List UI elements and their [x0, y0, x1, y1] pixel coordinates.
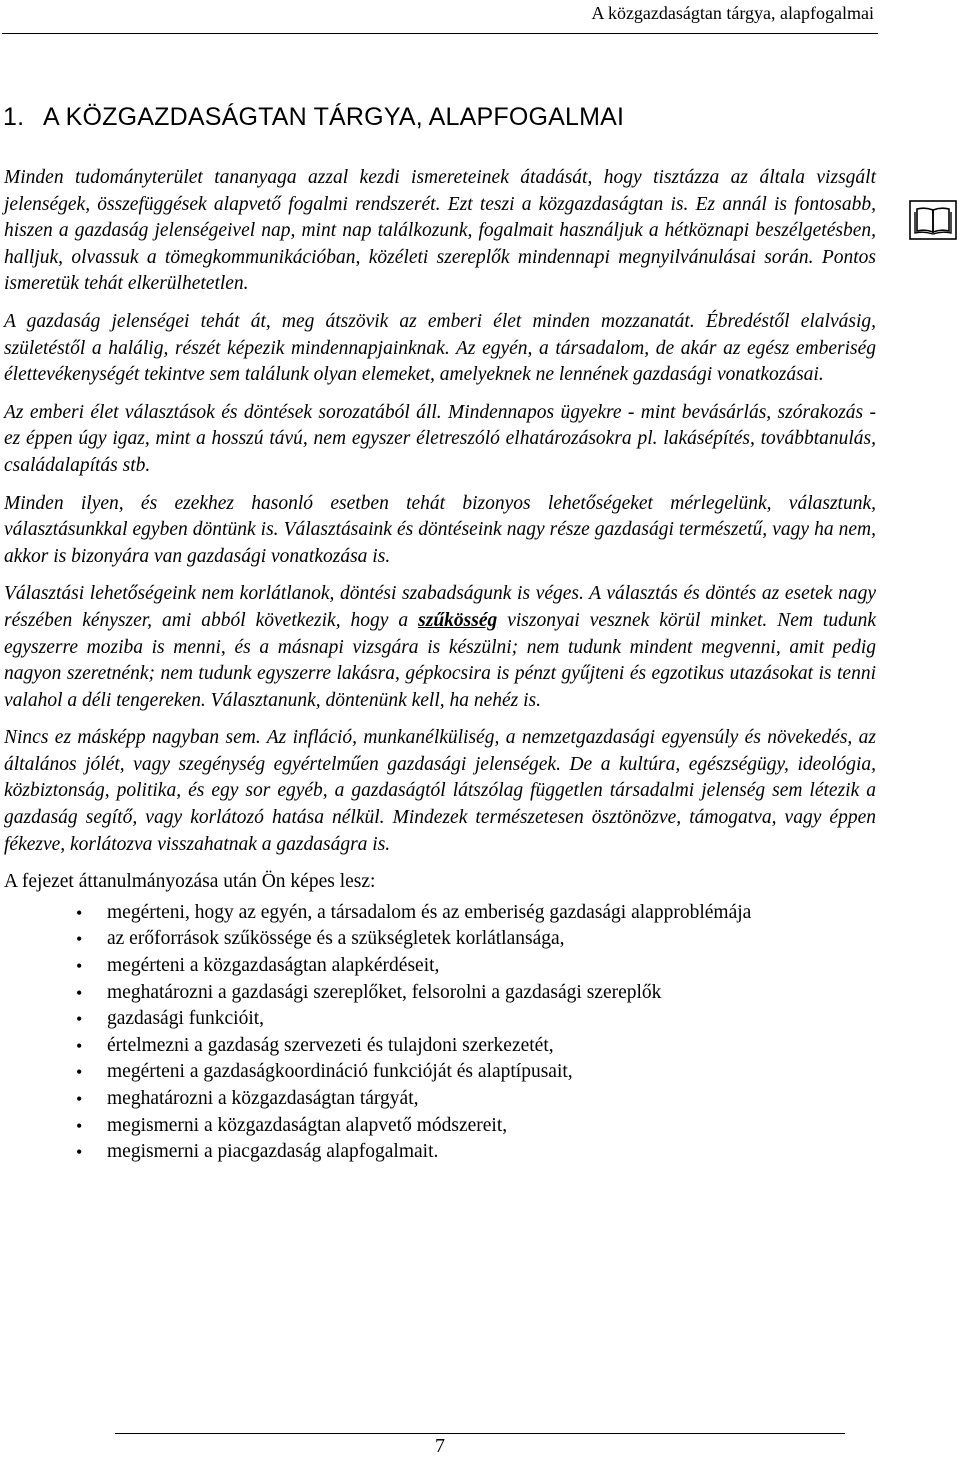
list-item-text: megismerni a piacgazdaság alapfogalmait.: [107, 1141, 439, 1163]
list-item: [4, 1033, 876, 1060]
bullet-icon: •: [76, 1062, 83, 1083]
objectives-intro: A fejezet áttanulmányozása után Ön képes lesz:: [4, 871, 376, 893]
objectives-list: [4, 900, 876, 1166]
list-item-text: meghatározni a közgazdaságtan tárgyát,: [107, 1088, 419, 1109]
list-item: [4, 926, 876, 953]
chapter-title: A KÖZGAZDASÁGTAN TÁRGYA, ALAPFOGALMAI: [43, 103, 625, 131]
paragraph: Nincs ez másképp nagyban sem. Az infláció, munkanélküliség, a nemzetgazdasági egyensúly és növekedés, az általános jólét, vagy szegénység egyértelműen gazdasági jelenségek. De a kultúra, egészségügy, ideológia, közbiztonság, politika, és egy sor egyéb, a gazdaságtól látszólag független társadalmi jelenség sem létezik a gazdaság segítő, vagy korlátozó hatása nélkül. Mindezek természetesen ösztönözve, támogatva, vagy éppen fékezve, korlátozva visszahatnak a gazdaságra is.: [4, 727, 876, 855]
scarcity-paragraph: [4, 581, 876, 714]
running-header: A közgazdaságtan tárgya, alapfogalmai: [591, 3, 874, 23]
chapter-body: [4, 165, 876, 1166]
chapter-heading: [3, 100, 624, 134]
paragraph: A gazdaság jelenségei tehát át, meg átszövik az emberi élet minden mozzanatát. Ébredéstől elalvásig, születéstől a halálig, részét képezik mindennapjainknak. Az egyén, a társadalom, de akár az egész emberiség élettevékenységét tekintve sem találunk olyan elemeket, amelyeknek ne lennének gazdasági vonatkozásai.: [4, 310, 876, 386]
bullet-icon: •: [76, 929, 83, 950]
list-item-text: értelmezni a gazdaság szervezeti és tulajdoni szerkezetét,: [107, 1034, 554, 1056]
list-item-text: megismerni a közgazdaságtan alapvető módszereit,: [107, 1114, 508, 1136]
list-item-text: megérteni a gazdaságkoordináció funkcióját és alaptípusait,: [107, 1061, 573, 1083]
list-item: [4, 953, 876, 980]
paragraph: Minden tudományterület tananyaga azzal kezdi ismereteinek átadását, hogy tisztázza az általa vizsgált jelenségek, összefüggések alapvető fogalmi rendszerét. Ezt teszi a közgazdaságtan is. Ez annál is fontosabb, hiszen a gazdaság jelenségeivel nap, mint nap találkozunk, fogalmait használjuk a hétköznapi beszélgetésben, halljuk, olvassuk a tömegkommunikációban, közéleti szereplők mindennapi megnyilvánulásai során. Pontos ismeretük tehát elkerülhetetlen.: [4, 167, 876, 295]
paragraph-text: Választási lehetőségeink nem korlátlanok, döntési szabadságunk is véges. A választás és döntés az esetek nagy részében kényszer, ami abból következik, hogy a: [4, 583, 876, 631]
list-item: [4, 1086, 876, 1113]
page-number: 7: [435, 1435, 445, 1457]
paragraph: Az emberi élet választások és döntések sorozatából áll. Mindennapos ügyekre - mint bevásárlás, szórakozás - ez éppen úgy igaz, mint a hosszú távú, nem egyszer életreszóló elhatározásokra pl. lakásépítés, továbbtanulás, családalapítás stb.: [4, 401, 876, 476]
chapter-number: 1.: [3, 103, 25, 131]
bullet-icon: •: [76, 1115, 83, 1136]
paragraph-text: viszonyai vesznek körül minket. Nem tudunk egyszerre moziba is menni, és a másnapi vizsgára is készülni; nem tudunk mindent megvenni, amit pedig nagyon szeretnénk; nem tudunk egyszerre lakásra, gépkocsira is pénzt gyűjteni és egzotikus utazásokat is tenni valahol a déli tengereken. Választanunk, döntenünk kell, ha nehéz is.: [4, 609, 876, 711]
bullet-icon: •: [76, 902, 83, 923]
bullet-icon: •: [76, 956, 83, 977]
bullet-icon: •: [76, 982, 83, 1003]
list-item-text: gazdasági funkcióit,: [107, 1008, 265, 1030]
bullet-icon: •: [76, 1142, 83, 1163]
paragraph: Minden ilyen, és ezekhez hasonló esetben tehát bizonyos lehetőségeket mérlegelünk, választunk, választásunkkal egyben döntünk is. Választásaink és döntéseink nagy része gazdasági természetű, vagy ha nem, akkor is bizonyára van gazdasági vonatkozása is.: [4, 492, 876, 567]
list-item-text: az erőforrások szűkössége és a szükségletek korlátlansága,: [107, 928, 565, 950]
list-item: [4, 900, 876, 927]
list-item-text: megérteni a közgazdaságtan alapkérdéseit,: [107, 955, 440, 977]
list-item: [4, 1113, 876, 1140]
bullet-icon: •: [76, 1035, 83, 1056]
emphasized-term: szűkösség: [418, 609, 498, 631]
bullet-icon: •: [76, 1089, 83, 1109]
list-item: [4, 1006, 876, 1033]
list-item: [4, 1139, 876, 1166]
open-book-icon: [909, 200, 957, 240]
list-item-text: megérteni, hogy az egyén, a társadalom és az emberiség gazdasági alapproblémája: [107, 901, 752, 923]
header-divider: [2, 33, 878, 34]
list-item-text: meghatározni a gazdasági szereplőket, felsorolni a gazdasági szereplők: [107, 981, 662, 1003]
bullet-icon: •: [76, 1009, 83, 1030]
list-item: [4, 1059, 876, 1086]
list-item: [4, 980, 876, 1007]
